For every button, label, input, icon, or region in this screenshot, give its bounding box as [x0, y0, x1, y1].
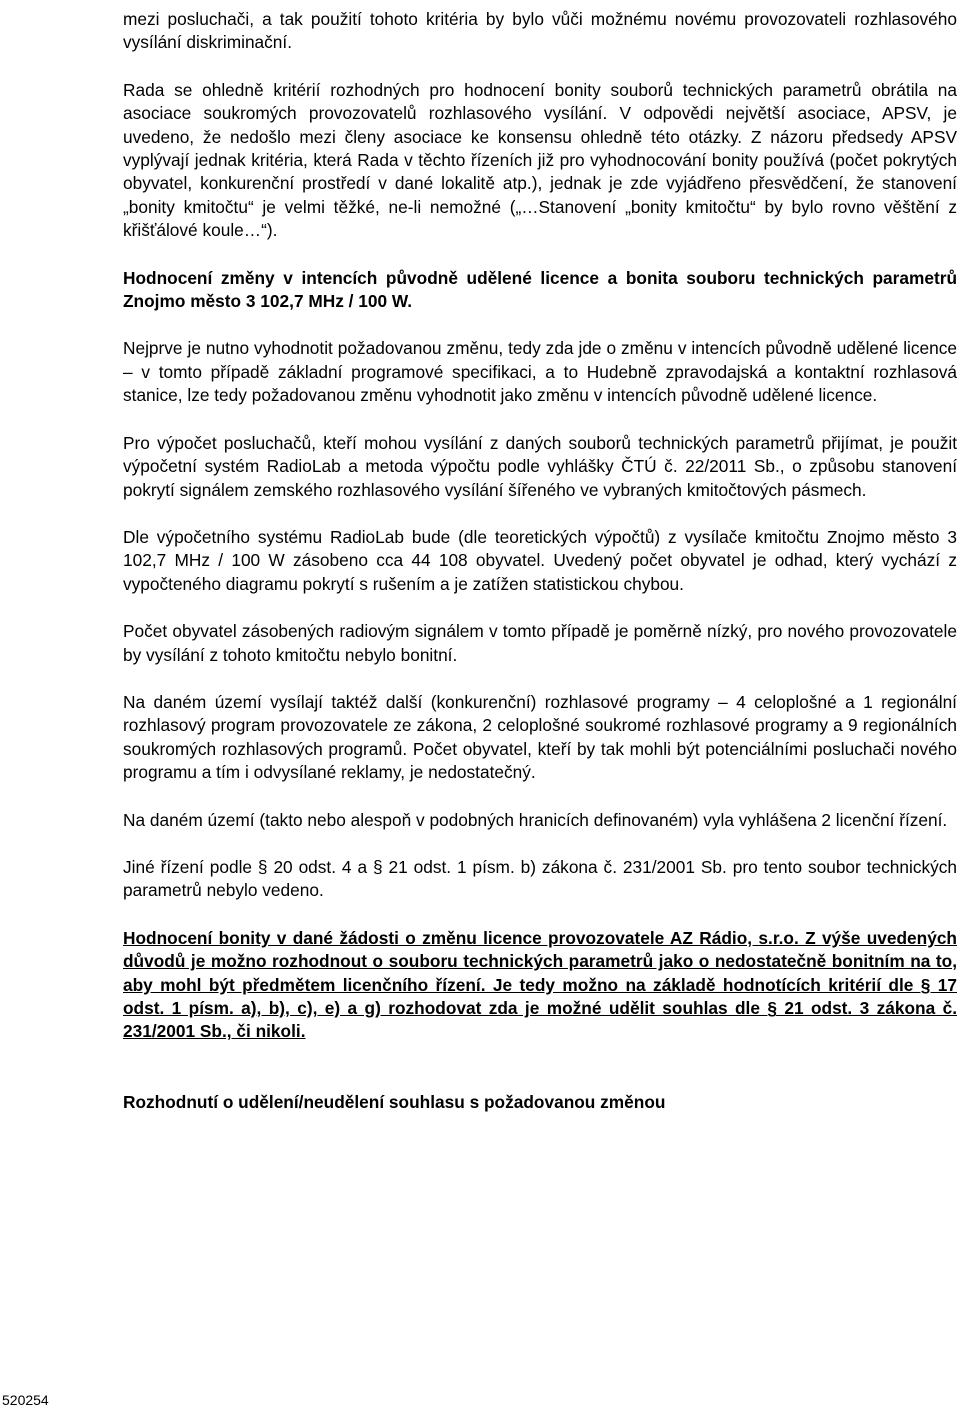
heading-change-evaluation: Hodnocení změny v intencích původně udělené licence a bonita souboru technických parametrů Znojmo město 3 102,7 MHz / 100 W.	[123, 267, 957, 312]
paragraph-apsv-criteria: Rada se ohledně kritérií rozhodných pro hodnocení bonity souborů technických parametrů obrátila na asociace soukromých provozovatelů rozhlasového vysílání. V odpovědi největší asociace, APSV, je uvedeno, že nedošlo mezi členy asociace ke konsensu ohledně této otázky. Z názoru předsedy APSV vyplývají jednak kritéria, která Rada v těchto řízeních již pro vyhodnocování bonity používá (počet pokrytých obyvatel, konkurenční prostředí v dané lokalitě atp.), jednak je zde vyjádřeno přesvědčení, že stanovení „bonity kmitočtu“ je velmi těžké, ne-li nemožné („…Stanovení „bonity kmitočtu“ by bylo rovno věštění z křišťálové koule…“).	[123, 79, 957, 241]
paragraph-radiolab-method: Pro výpočet posluchačů, kteří mohou vysílání z daných souborů technických parametrů přijímat, je použit výpočetní systém RadioLab a metoda výpočtu podle vyhlášky ČTÚ č. 22/2011 Sb., o způsobu stanovení pokrytí signálem zemského rozhlasového vysílání šířeného ve vybraných kmitočtových pásmech.	[123, 432, 957, 500]
page-number: 520254	[2, 1392, 49, 1408]
paragraph-low-population: Počet obyvatel zásobených radiovým signálem v tomto případě je poměrně nízký, pro nového provozovatele by vysílání z tohoto kmitočtu nebylo bonitní.	[123, 621, 957, 665]
paragraph-other-proceedings: Jiné řízení podle § 20 odst. 4 a § 21 odst. 1 písm. b) zákona č. 231/2001 Sb. pro tento soubor technických parametrů nebylo vedeno.	[123, 856, 957, 901]
paragraph-continuation: mezi posluchači, a tak použití tohoto kritéria by bylo vůči možnému novému provozovateli rozhlasového vysílání diskriminační.	[123, 9, 957, 53]
paragraph-population-estimate: Dle výpočetního systému RadioLab bude (dle teoretických výpočtů) z vysílače kmitočtu Znojmo město 3 102,7 MHz / 100 W zásobeno cca 44 108 obyvatel. Uvedený počet obyvatel je odhad, který vychází z vypočteného diagramu pokrytí s rušením a je zatížen statistickou chybou.	[123, 526, 957, 594]
heading-bonity-conclusion: Hodnocení bonity v dané žádosti o změnu licence provozovatele AZ Rádio, s.r.o. Z výše uvedených důvodů je možno rozhodnout o souboru technických parametrů jako o nedostatečně bonitním na to, aby mohl být předmětem licenčního řízení. Je tedy možno na základě hodnotících kritérií dle § 17 odst. 1 písm. a), b), c), e) a g) rozhodovat zda je možné udělit souhlas dle § 21 odst. 3 zákona č. 231/2001 Sb., či nikoli.	[123, 927, 957, 1042]
document-page	[123, 8, 957, 1114]
paragraph-change-intent: Nejprve je nutno vyhodnotit požadovanou změnu, tedy zda jde o změnu v intencích původně udělené licence – v tomto případě základní programové specifikaci, a to Hudebně zpravodajská a kontaktní rozhlasová stanice, lze tedy požadovanou změnu vyhodnotit jako změnu v intencích původně udělené licence.	[123, 338, 957, 406]
paragraph-competing-programs: Na daném území vysílají taktéž další (konkurenční) rozhlasové programy – 4 celoplošné a 1 regionální rozhlasový program provozovatele ze zákona, 2 celoplošné soukromé rozhlasové programy a 9 regionálních soukromých rozhlasových programů. Počet obyvatel, kteří by tak mohli být potenciálními posluchači nového programu a tím i odvysílané reklamy, je nedostatečný.	[123, 691, 957, 783]
paragraph-licence-proceedings: Na daném území (takto nebo alespoň v podobných hranicích definovaném) vyla vyhlášena 2 licenční řízení.	[123, 809, 948, 830]
heading-decision: Rozhodnutí o udělení/neudělení souhlasu s požadovanou změnou	[123, 1091, 666, 1112]
